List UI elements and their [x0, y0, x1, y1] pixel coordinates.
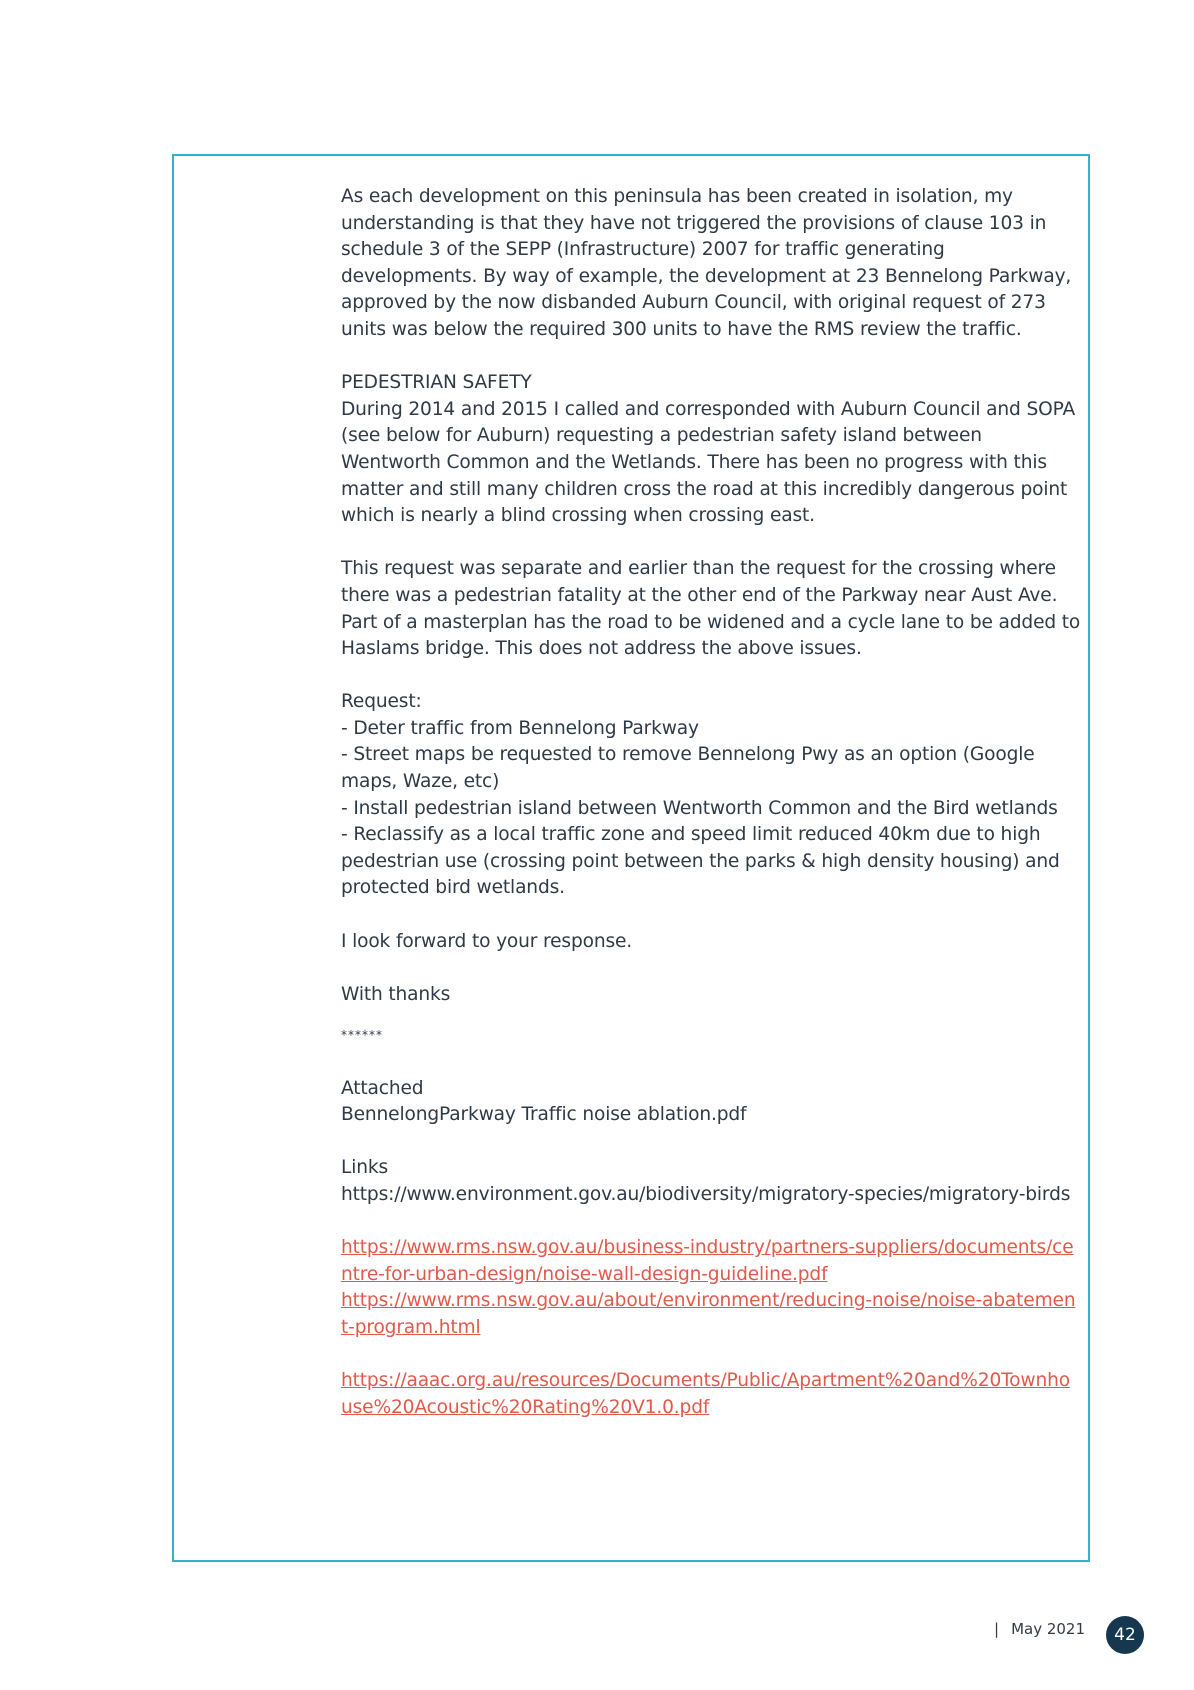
page-number-badge: 42 [1106, 1616, 1144, 1654]
attachments-section [341, 1076, 1081, 1129]
link-noise-wall-guideline[interactable]: https://www.rms.nsw.gov.au/business-industry/partners-suppliers/documents/centre-for-urban-design/noise-wall-design-guideline.pdf [341, 1237, 1074, 1285]
list-item: - Reclassify as a local traffic zone and speed limit reduced 40km due to high pedestrian use (crossing point between the parks & high density housing) and protected bird wetlands. [341, 824, 1060, 899]
sign-off: With thanks [341, 983, 451, 1005]
attached-file-name: BennelongParkway Traffic noise ablation.pdf [341, 1104, 747, 1126]
request-list [341, 689, 1081, 902]
paragraph-separate-request: This request was separate and earlier than the request for the crossing where there was a pedestrian fatality at the other end of the Parkway near Aust Ave. Part of a masterplan has the road to be widened and a cycle lane to be added to Haslams bridge. This does not address the above issues. [341, 558, 1081, 660]
paragraph-pedestrian: During 2014 and 2015 I called and corresponded with Auburn Council and SOPA (see below for Auburn) requesting a pedestrian safety island between Wentworth Common and the Wetlands. There has been no progress with this matter and still many children cross the road at this incredibly dangerous point which is nearly a blind crossing when crossing east. [341, 398, 1076, 527]
list-item: - Street maps be requested to remove Bennelong Pwy as an option (Google maps, Waze, etc) [341, 744, 1035, 793]
letter-body [341, 184, 1081, 1421]
footer-date [994, 1620, 1085, 1638]
attached-heading: Attached [341, 1077, 424, 1099]
footer-date-label: May 2021 [1011, 1620, 1086, 1638]
links-heading: Links [341, 1157, 389, 1179]
separator-stars: ****** [341, 1028, 383, 1043]
request-heading: Request: [341, 691, 422, 713]
closing-line: I look forward to your response. [341, 930, 633, 952]
list-item: - Install pedestrian island between Wentworth Common and the Bird wetlands [341, 797, 1058, 819]
footer-separator: | [994, 1620, 1000, 1638]
hyperlinks-group [341, 1235, 1081, 1341]
pedestrian-safety-heading: PEDESTRIAN SAFETY [341, 372, 532, 394]
list-item: - Deter traffic from Bennelong Parkway [341, 717, 699, 739]
link-noise-abatement-program[interactable]: https://www.rms.nsw.gov.au/about/environment/reducing-noise/noise-abatement-program.html [341, 1290, 1076, 1338]
paragraph-development: As each development on this peninsula has been created in isolation, my understanding is that they have not triggered the provisions of clause 103 in schedule 3 of the SEPP (Infrastructure) 2007 for traffic generating developments. By way of example, the development at 23 Bennelong Parkway, approved by the now disbanded Auburn Council, with original request of 273 units was below the required 300 units to have the RMS review the traffic. [341, 186, 1072, 340]
links-section [341, 1155, 1081, 1208]
plain-url: https://www.environment.gov.au/biodiversity/migratory-species/migratory-birds [341, 1183, 1071, 1205]
link-acoustic-rating[interactable]: https://aaac.org.au/resources/Documents/Public/Apartment%20and%20Townhouse%20Acoustic%20Rating%20V1.0.pdf [341, 1370, 1070, 1418]
